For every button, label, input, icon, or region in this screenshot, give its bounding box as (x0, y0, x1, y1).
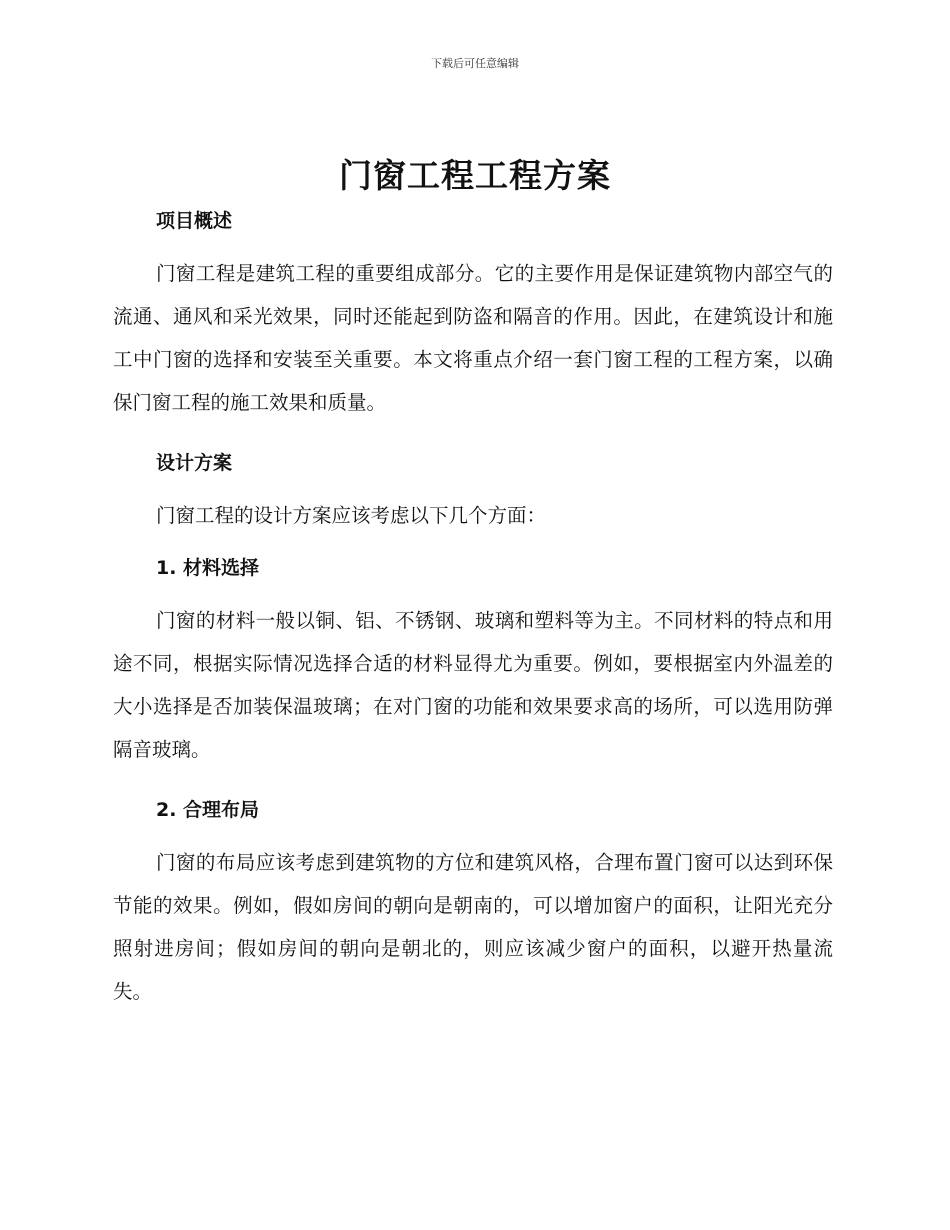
section-paragraph-design: 门窗工程的设计方案应该考虑以下几个方面： (156, 504, 547, 527)
document-title: 门窗工程工程方案 (339, 156, 611, 195)
section-paragraph-material: 门窗的材料一般以铜、铝、不锈钢、玻璃和塑料等为主。不同材料的特点和用途不同，根据实际情况选择合适的材料显得尤为重要。例如，要根据室内外温差的大小选择是否加装保温玻璃；在对门窗的功能和效果要求高的场所，可以选用防弹隔音玻璃。 (113, 609, 833, 761)
document-body (113, 204, 833, 1013)
section-heading-layout: 2. 合理布局 (156, 799, 260, 821)
section-paragraph-overview: 门窗工程是建筑工程的重要组成部分。它的主要作用是保证建筑物内部空气的流通、通风和采光效果，同时还能起到防盗和隔音的作用。因此，在建筑设计和施工中门窗的选择和安装至关重要。本文将重点介绍一套门窗工程的工程方案，以确保门窗工程的施工效果和质量。 (113, 262, 833, 414)
section-heading-overview: 项目概述 (156, 210, 233, 232)
section-heading-design: 设计方案 (156, 452, 233, 474)
section-heading-material: 1. 材料选择 (156, 557, 260, 579)
page-header-note: 下载后可任意编辑 (431, 57, 519, 70)
section-paragraph-layout: 门窗的布局应该考虑到建筑物的方位和建筑风格，合理布置门窗可以达到环保节能的效果。例如，假如房间的朝向是朝南的，可以增加窗户的面积，让阳光充分照射进房间；假如房间的朝向是朝北的，则应该减少窗户的面积，以避开热量流失。 (113, 851, 833, 1003)
